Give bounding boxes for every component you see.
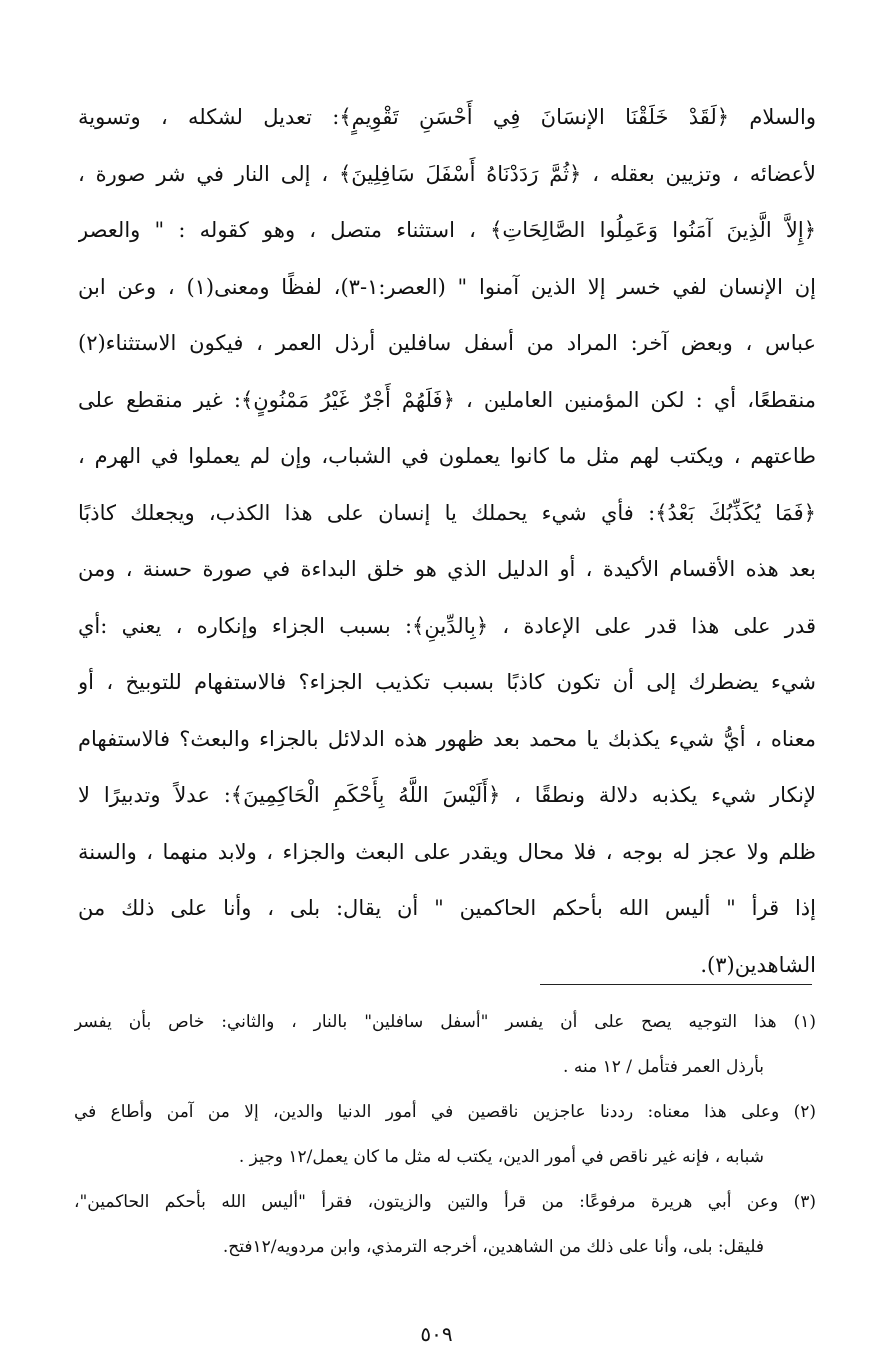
body-line: ﴿إِلاَّ الَّذِينَ آمَنُوا وَعَمِلُوا الصَّالِحَاتِ﴾ ، استثناء متصل ، وهو كقوله : " والعصر bbox=[78, 218, 816, 242]
footnote-line: فليقل: بلى، وأنا على ذلك من الشاهدين، أخرجه الترمذي، وابن مردويه/١٢فتح. bbox=[222, 1237, 764, 1257]
footnote-line: (٢) وعلى هذا معناه: رددنا عاجزين ناقصين في أمور الدنيا والدين، إلا من آمن وأطاع في bbox=[74, 1102, 816, 1122]
body-line: والسلام ﴿لَقَدْ خَلَقْنَا الإنسَانَ فِي أَحْسَنِ تَقْوِيمٍ﴾: تعديل لشكله ، وتسوية bbox=[78, 105, 816, 129]
footnote-2 bbox=[74, 1090, 816, 1180]
body-line: طاعتهم ، ويكتب لهم مثل ما كانوا يعملون في الشباب، وإن لم يعملوا في الهرم ، bbox=[78, 444, 816, 468]
footnotes bbox=[74, 1000, 816, 1270]
footnote-line: بأرذل العمر فتأمل / ١٢ منه . bbox=[563, 1057, 764, 1077]
body-line: معناه ، أيُّ شيء يكذبك يا محمد بعد ظهور هذه الدلائل بالجزاء والبعث؟ فالاستفهام bbox=[78, 726, 816, 751]
body-line: لأعضائه ، وتزيين بعقله ، ﴿ثُمَّ رَدَدْنَاهُ أَسْفَلَ سَافِلِينَ﴾ ، إلى النار في شر صورة ، bbox=[78, 161, 816, 186]
body-line: شيء يضطرك إلى أن تكون كاذبًا بسبب تكذيب الجزاء؟ فالاستفهام للتوبيخ ، أو bbox=[78, 670, 816, 694]
body-line: لإنكار شيء يكذبه دلالة ونطقًا ، ﴿أَلَيْسَ اللَّهُ بِأَحْكَمِ الْحَاكِمِينَ﴾: عدلاً وتدبيرًا لا bbox=[78, 783, 816, 807]
body-line: قدر على هذا قدر على الإعادة ، ﴿بِالدِّينِ﴾: بسبب الجزاء وإنكاره ، يعني :أي bbox=[78, 613, 816, 638]
footnote-line: شبابه ، فإنه غير ناقص في أمور الدين، يكتب له مثل ما كان يعمل/١٢ وجيز . bbox=[238, 1147, 764, 1167]
body-line: ﴿فَمَا يُكَذِّبُكَ بَعْدُ﴾: فأي شيء يحملك يا إنسان على هذا الكذب، ويجعلك كاذبًا bbox=[78, 500, 816, 525]
body-line: إذا قرأ " أليس الله بأحكم الحاكمين " أن يقال: بلى ، وأنا على ذلك من bbox=[78, 896, 816, 920]
footnote-3 bbox=[74, 1180, 816, 1270]
page-number: ٥٠٩ bbox=[420, 1322, 453, 1346]
footnote-1 bbox=[74, 1000, 816, 1090]
body-line: الشاهدين(٣). bbox=[700, 952, 816, 977]
body-line: عباس ، وبعض آخر: المراد من أسفل سافلين أرذل العمر ، فيكون الاستثناء(٢) bbox=[78, 331, 816, 355]
main-body-text bbox=[78, 92, 816, 996]
body-line: بعد هذه الأقسام الأكيدة ، أو الدليل الذي هو خلق البداءة في صورة حسنة ، ومن bbox=[78, 557, 816, 581]
footnote-divider bbox=[540, 984, 812, 985]
body-line: منقطعًا، أي : لكن المؤمنين العاملين ، ﴿فَلَهُمْ أَجْرٌ غَيْرُ مَمْنُونٍ﴾: غير منقطع على bbox=[78, 387, 816, 412]
footnote-line: (٣) وعن أبي هريرة مرفوعًا: من قرأ والتين والزيتون، فقرأ "أليس الله بأحكم الحاكمين"، bbox=[74, 1192, 816, 1212]
footnote-line: (١) هذا التوجيه يصح على أن يفسر "أسفل سافلين" بالنار ، والثاني: خاص بأن يفسر bbox=[74, 1012, 816, 1032]
body-line: ظلم ولا عجز له بوجه ، فلا محال ويقدر على البعث والجزاء ، ولابد منهما ، والسنة bbox=[78, 839, 816, 864]
body-line: إن الإنسان لفي خسر إلا الذين آمنوا " (العصر:١-٣)، لفظًا ومعنى(١) ، وعن ابن bbox=[78, 274, 816, 299]
